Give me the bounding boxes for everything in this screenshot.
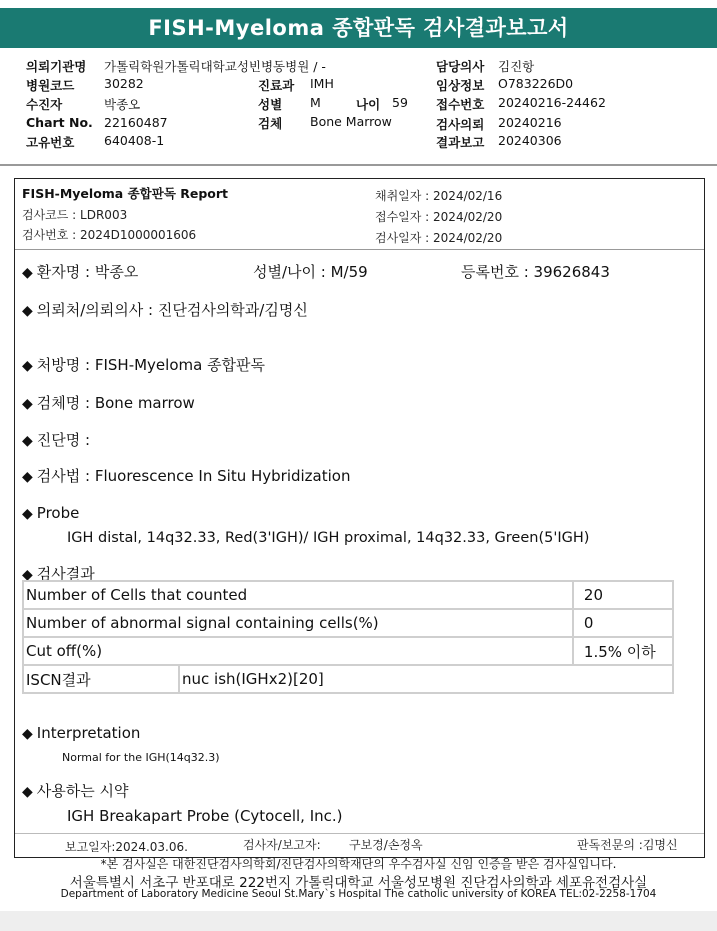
diamond-icon: ◆	[22, 396, 33, 412]
report-title: FISH-Myeloma 종합판독 검사결과보고서	[148, 16, 569, 40]
result-label: Number of Cells that counted	[23, 581, 573, 609]
interpretation-text: Normal for the IGH(14q32.3)	[62, 751, 220, 764]
header-label: 결과보고	[436, 135, 485, 150]
header-value-chart-no: 22160487	[104, 115, 168, 130]
specimen-text: 검체명 : Bone marrow	[36, 394, 195, 412]
header-label: 병원코드	[26, 78, 75, 93]
lab-address: 서울특별시 서초구 반포대로 222번지 가톨릭대학교 서울성모병원 진단검사의학과 세포유전검사실	[69, 875, 648, 891]
referral-text: 의뢰처/의뢰의사 : 진단검사의학과/김명신	[36, 301, 308, 319]
header-label: 수진자	[26, 97, 63, 112]
reagent-text: IGH Breakapart Probe (Cytocell, Inc.)	[67, 807, 343, 825]
bottom-strip	[0, 911, 717, 931]
diamond-icon: ◆	[22, 469, 33, 485]
diamond-icon: ◆	[22, 358, 33, 374]
header-value-clinical-info: O783226D0	[498, 76, 574, 91]
table-row	[23, 609, 673, 637]
results-title: 검사결과	[36, 565, 95, 583]
specimen-line	[22, 392, 195, 413]
diamond-icon: ◆	[22, 303, 33, 319]
header-value-patient: 박종오	[104, 97, 141, 112]
registration-number: 등록번호 : 39626843	[461, 263, 610, 281]
collect-date: 채취일자 : 2024/02/16	[375, 189, 503, 203]
result-value: 20	[573, 581, 673, 609]
report-title-bar	[0, 8, 717, 48]
header-row-clinical-info	[436, 76, 484, 94]
header-value-age: 59	[392, 95, 408, 110]
diamond-icon: ◆	[22, 784, 33, 800]
header-label: 성별	[258, 97, 283, 112]
header-value-specimen: Bone Marrow	[310, 114, 392, 129]
header-row-institution	[26, 57, 86, 75]
department-line: Department of Laboratory Medicine Seoul St.Mary`s Hospital The catholic university of KOREA TEL:02-2258-1704	[60, 888, 657, 900]
diamond-icon: ◆	[22, 506, 33, 522]
header-row-hospital-code	[26, 76, 74, 94]
header-label: 검체	[258, 116, 283, 131]
reagent-title: 사용하는 시약	[36, 782, 129, 800]
result-value: 0	[573, 609, 673, 637]
header-row-sex	[258, 95, 282, 113]
header-row-chart-no	[26, 115, 93, 130]
receive-date: 접수일자 : 2024/02/20	[375, 210, 503, 224]
prescription-line	[22, 354, 265, 375]
header-value-department: IMH	[310, 76, 334, 91]
header-value-sex: M	[310, 95, 321, 110]
header-row-specimen	[258, 114, 282, 132]
diamond-icon: ◆	[22, 567, 33, 583]
reagent-heading	[22, 780, 129, 801]
result-label: Number of abnormal signal containing cells(%)	[23, 609, 573, 637]
report-box	[14, 178, 705, 858]
report-divider	[15, 249, 704, 250]
diagnosis-line	[22, 429, 90, 450]
reporters-label: 검사자/보고자:	[243, 838, 321, 852]
header-label: 검사의뢰	[436, 117, 485, 132]
header-value-hospital-code: 30282	[104, 76, 144, 91]
result-value: 1.5% 이하	[573, 637, 673, 665]
method-text: 검사법 : Fluorescence In Situ Hybridization	[36, 467, 351, 485]
probe-title: Probe	[36, 504, 80, 522]
header-label: 접수번호	[436, 97, 485, 112]
diamond-icon: ◆	[22, 433, 33, 449]
header-label: 임상정보	[436, 78, 485, 93]
report-footer-divider	[15, 833, 704, 834]
header-row-unique-no	[26, 133, 74, 151]
header-label: 담당의사	[436, 59, 485, 74]
patient-name: 환자명 : 박종오	[36, 263, 139, 281]
diamond-icon: ◆	[22, 726, 33, 742]
header-value-unique-no: 640408-1	[104, 133, 165, 148]
report-subtitle: FISH-Myeloma 종합판독 Report	[22, 186, 229, 201]
interpretation-title: Interpretation	[36, 724, 141, 742]
header-label: 나이	[356, 97, 381, 112]
test-code: 검사코드 : LDR003	[22, 208, 128, 222]
reporter-names: 구보경/손정옥	[349, 838, 423, 852]
table-row	[23, 637, 673, 665]
table-row	[23, 581, 673, 609]
iscn-label: ISCN결과	[23, 665, 179, 693]
probe-text: IGH distal, 14q32.33, Red(3'IGH)/ IGH proximal, 14q32.33, Green(5'IGH)	[67, 530, 590, 546]
header-row-receipt-no	[436, 95, 484, 113]
referral-line	[22, 299, 308, 320]
header-value-doctor: 김진항	[498, 59, 535, 74]
header-label: 고유번호	[26, 135, 75, 150]
probe-heading	[22, 504, 79, 522]
table-row	[23, 665, 673, 693]
header-row-doctor	[436, 57, 484, 75]
header-row-report-date	[436, 133, 484, 151]
iscn-value: nuc ish(IGHx2)[20]	[179, 665, 673, 693]
header-value-institution: 가톨릭학원가톨릭대학교성빈병동병원 / -	[104, 59, 326, 74]
patient-line	[22, 261, 138, 282]
header-divider	[0, 164, 717, 166]
prescription-text: 처방명 : FISH-Myeloma 종합판독	[36, 356, 266, 374]
header-label: 의뢰기관명	[26, 59, 87, 74]
result-label: Cut off(%)	[23, 637, 573, 665]
sex-age: 성별/나이 : M/59	[253, 263, 368, 281]
diagnosis-text: 진단명 :	[36, 431, 91, 449]
header-label: 진료과	[258, 78, 295, 93]
header-value-request-date: 20240216	[498, 115, 562, 130]
specialist: 판독전문의 :김명신	[577, 838, 678, 852]
results-table	[22, 580, 674, 694]
diamond-icon: ◆	[22, 265, 33, 281]
interpretation-heading	[22, 724, 140, 742]
header-row-patient	[26, 95, 62, 113]
test-number: 검사번호 : 2024D1000001606	[22, 228, 197, 242]
header-value-report-date: 20240306	[498, 133, 562, 148]
header-value-receipt-no: 20240216-24462	[498, 95, 606, 110]
header-row-department	[258, 76, 294, 94]
method-line	[22, 465, 350, 486]
test-date: 검사일자 : 2024/02/20	[375, 231, 503, 245]
header-label: Chart No.	[26, 115, 93, 130]
header-row-age	[356, 95, 380, 113]
header-row-request-date	[436, 115, 484, 133]
report-date: 보고일자:2024.03.06.	[65, 840, 188, 854]
certification-note: *본 검사실은 대한진단검사의학회/진단검사의학재단의 우수검사실 신임 인증을 받은 검사실입니다.	[100, 857, 617, 871]
